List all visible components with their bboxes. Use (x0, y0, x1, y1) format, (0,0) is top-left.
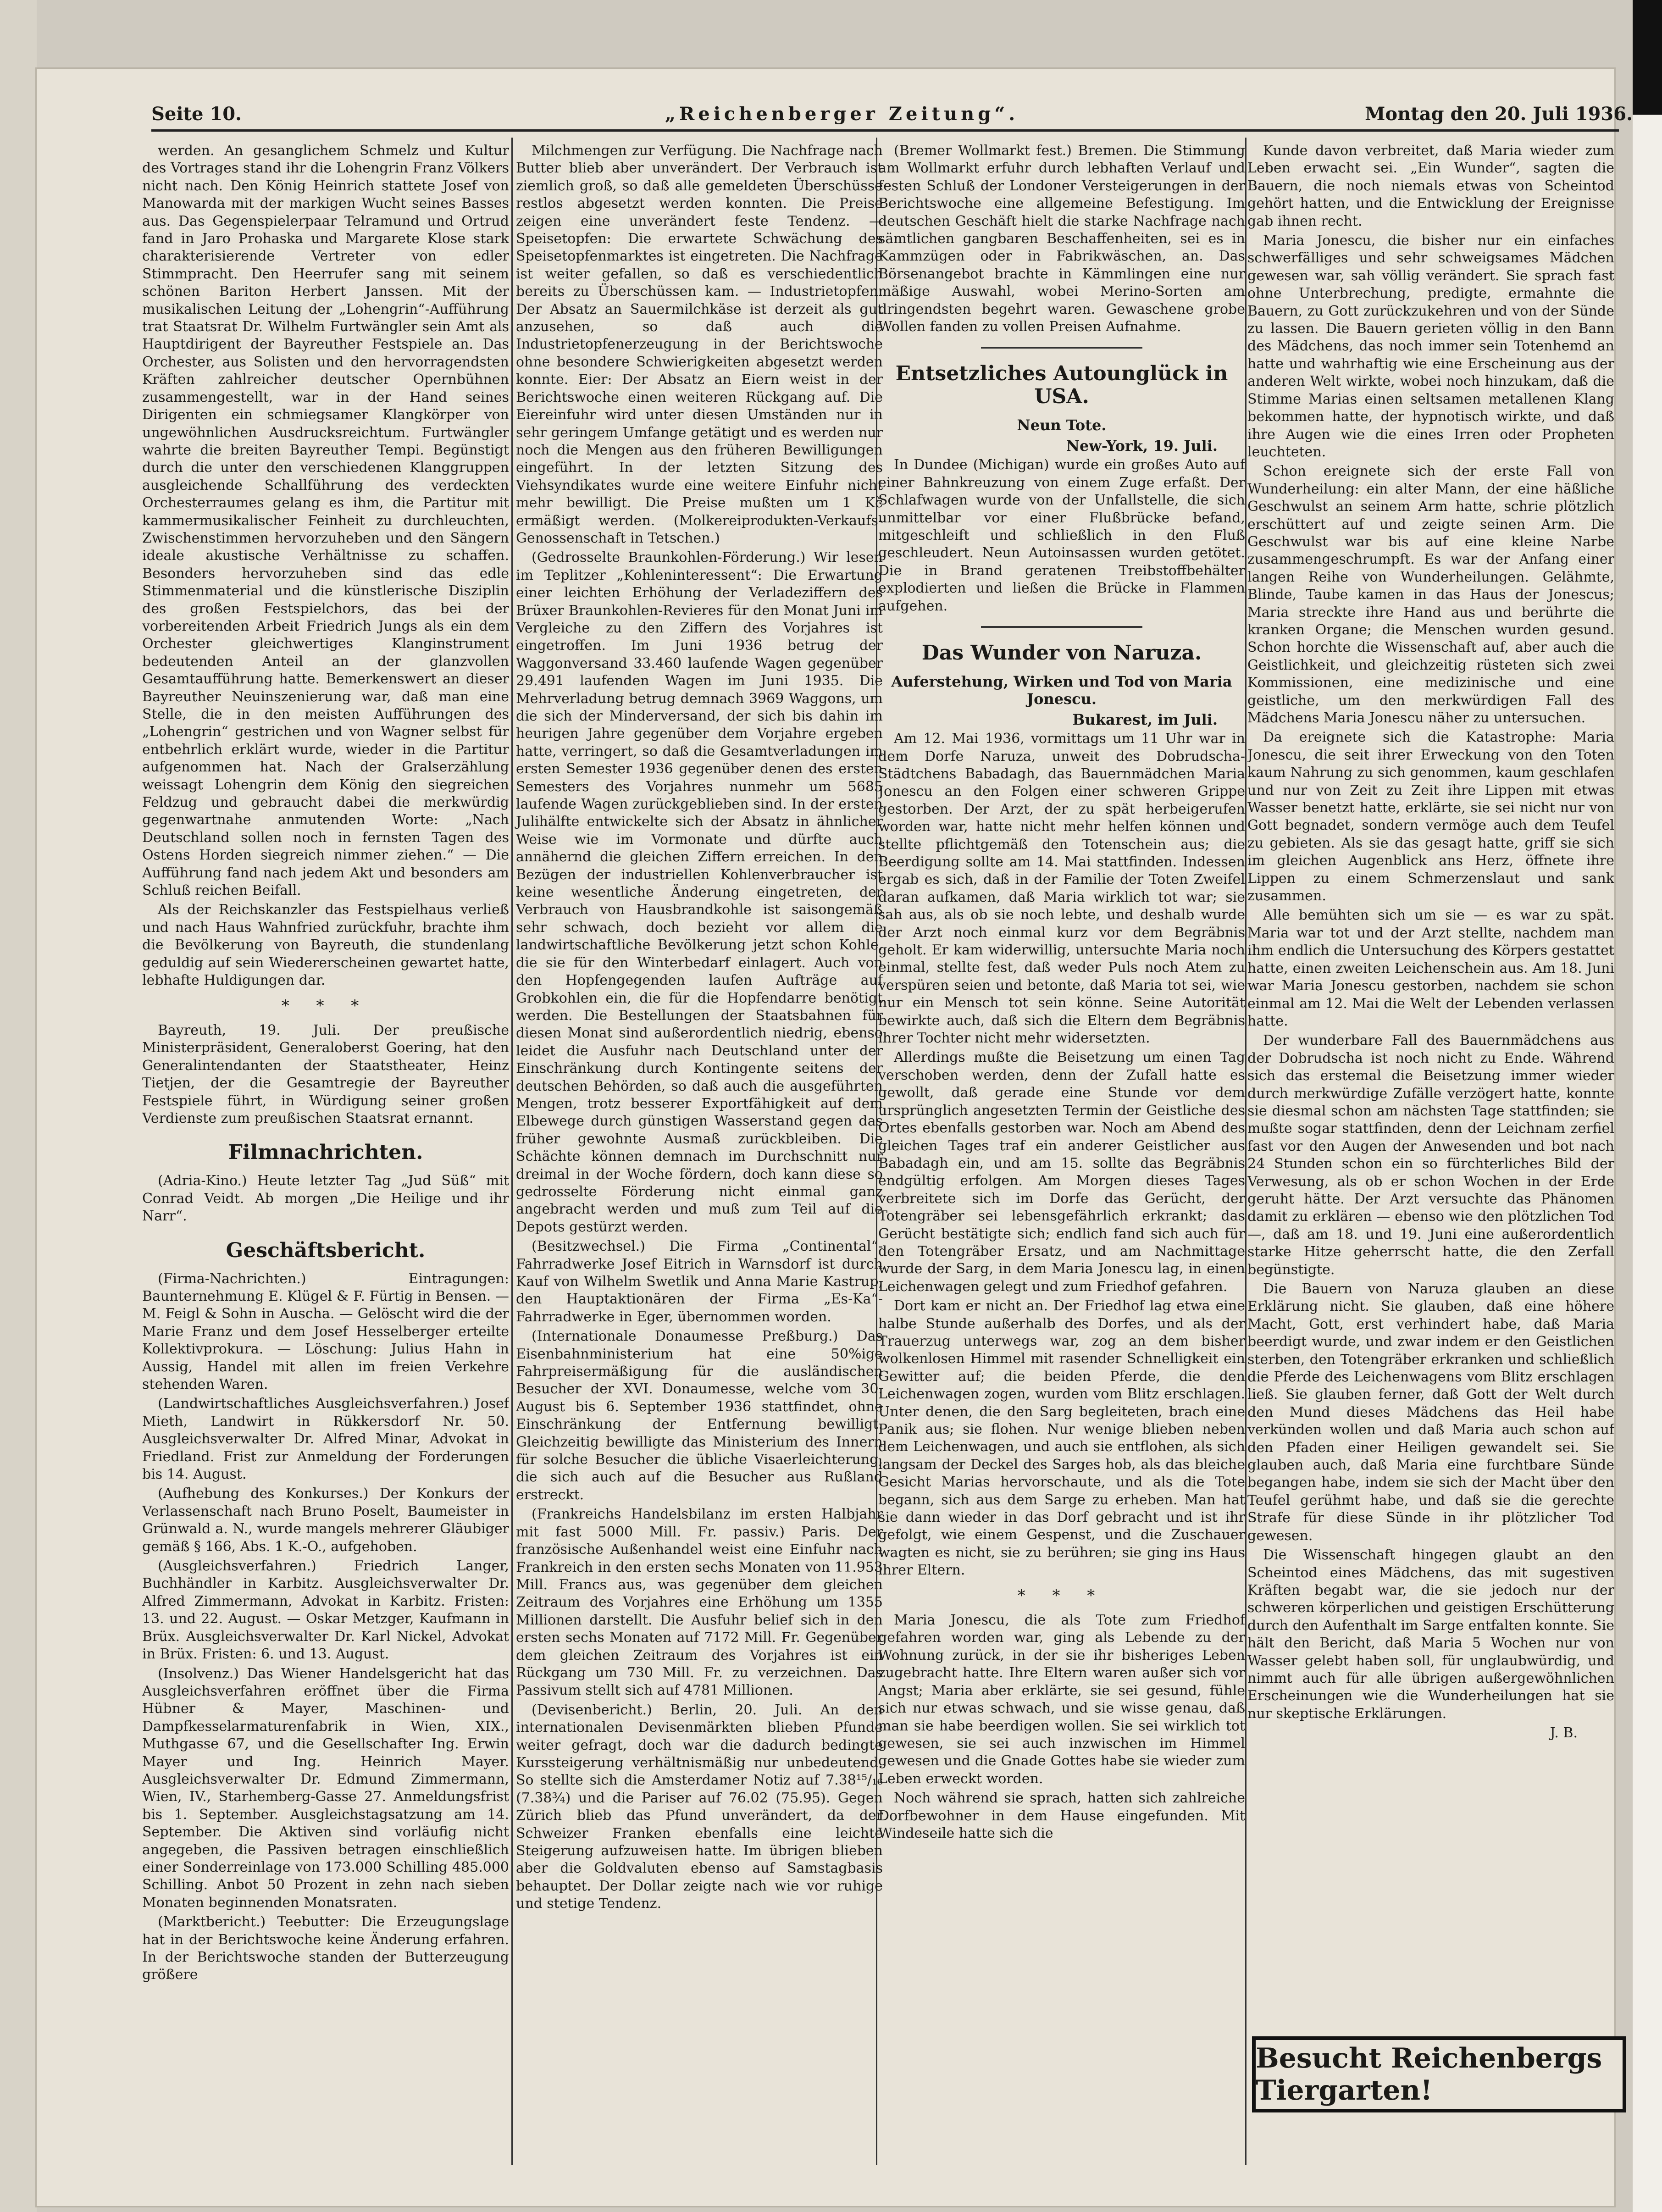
issue-date: Montag den 20. Juli 1936. (1365, 103, 1633, 125)
header-rule (151, 129, 1619, 132)
business-item: (Insolvenz.) Das Wiener Handelsgericht hat das Ausgleichsverfahren eröffnet über die Firma Hübner & Mayer, Maschinen- und Dampfkesselarmaturenfabrik in Wien, XIX., Muthgasse 67, und die Gesellschafter Ing. Erwin Mayer und Ing. Heinrich Mayer. Ausgleichsverwalter Dr. Edmund Zimmermann, Wien, IV., Starhemberg-Gasse 27. Anmeldungsfrist bis 1. September. Ausgleichstagsatzung am 14. September. Die Aktiven sind vorläufig nicht angegeben, die Passiven betragen einschließlich einer Sonderreinlage von 173.000 Schilling 485.000 Schilling. Anbot 50 Prozent in zehn nach sieben Monaten beginnenden Monatsraten. (142, 1665, 509, 1911)
business-item: (Gedrosselte Braunkohlen-Förderung.) Wir lesen im Teplitzer „Kohleninteressent“: Die Erwartung einer leichten Erhöhung der Verladeziffern des Brüxer Braunkohlen-Revieres für den Monat Juni im Vergleiche zu den Ziffern des Vorjahres ist eingetroffen. Im Juni 1936 betrug der Waggonversand 33.460 laufende Wagen gegenüber 29.491 laufenden Wagen im Juni 1935. Die Mehrverladung betrug demnach 3969 Waggons, um die sich der Minderversand, der sich bis dahin im heurigen Jahre gegenüber dem Vorjahre ergeben hatte, verringert, so daß die Gesamtverladungen im ersten Semester 1936 gegenüber denen des ersten Semesters des Vorjahres nunmehr um 5685 laufende Wagen zurückgeblieben sind. In der ersten Julihälfte entwickelte sich der Absatz in ähnlicher Weise wie im Vormonate und dürfte auch annähernd die gleichen Ziffern erreichen. In den Bezügen der industriellen Kohlenverbraucher ist keine wesentliche Änderung eingetreten, der Verbrauch von Hausbrandkohle ist saisongemäß sehr schwach, doch bezieht vor allem die landwirtschaftliche Bevölkerung jetzt schon Kohle, die sie für den Winterbedarf einlagert. Auch von den Hopfengegenden laufen Aufträge auf Grobkohlen ein, die für die Hopfendarre benötigt werden. Die Bestellungen der Staatsbahnen für diesen Monat sind außerordentlich niedrig, ebenso leidet die Ausfuhr nach Deutschland unter der Einschränkung durch Kontingente seitens der deutschen Behörden, so daß auch die ausgeführten Mengen, trotz besserer Exportfähigkeit auf dem Elbewege durch günstigen Wasserstand gegen das früher gewohnte Ausmaß zurückbleiben. Die Schächte können demnach im Durchschnitt nur dreimal in der Woche fördern, doch kann diese so gedrosselte Förderung nicht einmal ganz angebracht werden und muß zum Teil auf die Depots gestürzt werden. (516, 549, 883, 1235)
accident-subheading: Neun Tote. (1017, 416, 1107, 434)
article-paragraph: Die Bauern von Naruza glauben an diese Erklärung nicht. Sie glauben, daß eine höhere Macht, Gott, erst verhindert habe, daß Maria beerdigt wurde, und zwar indem er den Geistlichen sterben, den Totengräber erkranken und schließlich die Pferde des Leichenwagens vom Blitz erschlagen ließ. Sie glauben ferner, daß Gott der Welt durch den Mund dieses Mädchens das Heil habe verkünden wollen und daß Maria auch schon auf den Pfaden einer Heiligen gewandelt sei. Sie glauben auch, daß Maria eine furchtbare Sünde begangen habe, indem sie sich der Macht über den Teufel gerühmt habe, und daß sie die gerechte Strafe für diese Sünde in ihr plötzlicher Tod gewesen. (1247, 1281, 1614, 1544)
business-item: (Devisenbericht.) Berlin, 20. Juli. An den internationalen Devisenmärkten blieben Pfunde weiter gefragt, doch war die dadurch bedingte Kurssteigerung verhältnismäßig nur unbedeutend. So stellte sich die Amsterdamer Notiz auf 7.38¹⁵/₁₆ (7.38¾) und die Pariser auf 76.02 (75.95). Gegen Zürich blieb das Pfund unverändert, da der Schweizer Franken ebenfalls eine leichte Steigerung aufzuweisen hatte. Im übrigen blieben aber die Goldvaluten ebenso auf Samstagbasis behauptet. Der Dollar zeigte nach wie vor ruhige und stetige Tendenz. (516, 1702, 883, 1912)
miracle-dateline: Bukarest, im Juli. (1072, 710, 1218, 728)
column-4 (1247, 142, 1614, 2013)
column-1 (142, 142, 509, 2160)
article-paragraph: Kunde davon verbreitet, daß Maria wieder zum Leben erwacht sei. „Ein Wunder“, sagten die Bauern, die noch niemals etwas von Scheintod gehört hatten, und die Entwicklung der Ereignisse gab ihnen recht. (1247, 143, 1614, 229)
film-news-item: (Adria-Kino.) Heute letzter Tag „Jud Süß“ mit Conrad Veidt. Ab morgen „Die Heilige und ihr Narr“. (142, 1173, 509, 1225)
business-item: (Ausgleichsverfahren.) Friedrich Langer, Buchhändler in Karbitz. Ausgleichsverwalter Dr. Alfred Zimmermann, Advokat in Karbitz. Fristen: 13. und 22. August. — Oskar Metzger, Kaufmann in Brüx. Ausgleichsverwalter Dr. Karl Nickel, Advokat in Brüx. Fristen: 6. und 13. August. (142, 1558, 509, 1663)
article-paragraph: Dort kam er nicht an. Der Friedhof lag etwa eine halbe Stunde außerhalb des Dorfes, und als der Trauerzug unterwegs war, zog an dem bisher wolkenlosen Himmel mit rasender Schnelligkeit ein Gewitter auf; die beiden Pferde, die den Leichenwagen zogen, wurden vom Blitz erschlagen. Unter denen, die den Sarg begleiteten, brach eine Panik aus; sie flohen. Nur wenige blieben neben dem Leichenwagen, und auch sie entflohen, als sich langsam der Deckel des Sarges hob, als das bleiche Gesicht Marias hervorschaute, und als die Tote begann, sich aus dem Sarge zu erheben. Man hat sie dann wieder in das Dorf gebracht und ist ihr gefolgt, wie einem Gespenst, und die Zuschauer wagten es nicht, sie zu berühren; sie ging ins Haus ihrer Eltern. (878, 1298, 1245, 1579)
business-item: (Besitzwechsel.) Die Firma „Continental“-Fahrradwerke Josef Eitrich in Warnsdorf ist durch Kauf von Wilhelm Swetlik und Anna Marie Kastrup, den Hauptaktionären der Firma „Es-Ka“-Fahrradwerke in Eger, übernommen worden. (516, 1238, 883, 1325)
accident-headline: Entsetzliches Autounglück in USA. (895, 362, 1228, 409)
article-paragraph: Am 12. Mai 1936, vormittags um 11 Uhr war in dem Dorfe Naruza, unweit des Dobrudscha-Städtchens Babadagh, das Bauernmädchen Maria Jonescu an den Folgen einer schweren Grippe gestorben. Der Arzt, der zu spät herbeigerufen worden war, hatte nicht mehr helfen können und stellte pflichtgemäß den Totenschein aus; die Beerdigung sollte am 14. Mai stattfinden. Indessen ergab es sich, daß in der Familie der Toten Zweifel daran aufkamen, daß Maria wirklich tot war; sie sah aus, als ob sie noch lebte, und deshalb wurde der Arzt noch einmal kurz vor dem Begräbnis geholt. Er kam widerwillig, untersuchte Maria noch einmal, stellte fest, daß weder Puls noch Atem zu verspüren seien und betonte, daß Maria tot sei, wie nur ein Mensch tot sein könne. Seine Autorität bewirkte auch, daß sich die Eltern dem Begräbnis ihrer Tochter nicht mehr widersetzten. (878, 731, 1245, 1047)
business-item: (Marktbericht.) Teebutter: Die Erzeugungslage hat in der Berichtswoche keine Änderung erfahren. In der Berichtswoche standen der Butterzeugung größere (142, 1914, 509, 1983)
film-news-heading: Filmnachrichten. (228, 1141, 423, 1164)
section-stars: * * * (1017, 1586, 1106, 1605)
scan-dark-corner (1633, 0, 1662, 115)
column-rule-3 (1245, 138, 1246, 2165)
miracle-headline: Das Wunder von Naruza. (921, 641, 1202, 665)
accident-dateline: New-York, 19. Juli. (1066, 437, 1218, 455)
article-paragraph: Da ereignete sich die Katastrophe: Maria Jonescu, die seit ihrer Erweckung von den Toten kaum Nahrung zu sich genommen, kaum geschlafen und nur von Zeit zu Zeit ihre Lippen mit etwas Wasser benetzt hatte, erklärte, sie sei nicht nur von Gott begnadet, sondern vermöge auch dem Teufel zu gebieten. Als sie das gesagt hatte, griff sie sich im gleichen Augenblick ans Herz, öffnete ihre Lippen zu einem Schmerzenslaut und sank zusammen. (1247, 729, 1614, 904)
article-divider (981, 347, 1142, 349)
newspaper-title: „Reichenberger Zeitung“. (665, 103, 1019, 125)
article-paragraph: Alle bemühten sich um sie — es war zu spät. Maria war tot und der Arzt stellte, nachdem man ihm endlich die Untersuchung des Körpers gestattet hatte, einen zweiten Leichenschein aus. Am 18. Juni war Maria Jonescu gestorben, nachdem sie schon einmal am 12. Mai die Welt der Lebenden verlassen hatte. (1247, 907, 1614, 1029)
article-paragraph: Die Wissenschaft hingegen glaubt an den Scheintod eines Mädchens, das mit sugestiven Kräften begabt war, die sie jedoch nur der schweren körperlichen und geistigen Erschütterung durch den Aufenthalt im Sarge entfalten konnte. Sie hält den Bericht, daß Maria 5 Wochen nur von Wasser gelebt haben soll, für unglaubwürdig, und nimmt auch für alle übrigen außergewöhnlichen Erscheinungen wie die Wunderheilungen hat sie nur skeptische Erklärungen. (1247, 1547, 1614, 1722)
section-stars: * * * (281, 996, 370, 1015)
article-paragraph: Als der Reichskanzler das Festspielhaus verließ und nach Haus Wahnfried zurückfuhr, brachte ihm die Bevölkerung von Bayreuth, die stundenlang geduldig auf sein Wiedererscheinen gewartet hatte, lebhafte Huldigungen dar. (142, 902, 509, 989)
article-paragraph: Maria Jonescu, die als Tote zum Friedhof gefahren worden war, ging als Lebende zu der Wohnung zurück, in der sie ihr bisheriges Leben zugebracht hatte. Ihre Eltern waren außer sich vor Angst; Maria aber erklärte, sie sei gesund, fühle sich nur etwas schwach, und sie wisse genau, daß man sie habe beerdigen wollen. Sie sei wirklich tot gewesen, sie sei auch inzwischen im Himmel gewesen und die Gnade Gottes habe sie wieder zum Leben erweckt worden. (878, 1612, 1245, 1787)
article-paragraph: Allerdings mußte die Beisetzung um einen Tag verschoben werden, denn der Zufall hatte es gewollt, daß gerade eine Stunde vor dem ursprünglich angesetzten Termin der Geistliche des Ortes ebenfalls gestorben war. Noch am Abend des gleichen Tages traf ein anderer Geistlicher aus Babadagh ein, und am 15. sollte das Begräbnis endgültig erfolgen. Am Morgen dieses Tages verbreitete sich im Dorfe das Gerücht, der Totengräber sei lebensgefährlich erkrankt; das Gerücht bestätigte sich; endlich fand sich auch für den Totengräber Ersatz, und am Nachmittage wurde der Sarg, in dem Maria Jonescu lag, in einen Leichenwagen gelegt und zum Friedhof gefahren. (878, 1049, 1245, 1295)
business-item: (Firma-Nachrichten.) Eintragungen: Baunternehmung E. Klügel & F. Fürtig in Bensen. — M. Feigl & Sohn in Auscha. — Gelöscht wird die der Marie Franz und dem Josef Hesselberger erteilte Kollektivprokura. — Löschung: Julius Hahn in Aussig, Handel mit allen im freien Verkehre stehenden Waren. (142, 1270, 509, 1392)
miracle-subheading: Auferstehung, Wirken und Tod von Maria Jonescu. (891, 672, 1232, 708)
business-item: (Bremer Wollmarkt fest.) Bremen. Die Stimmung am Wollmarkt erfuhr durch lebhaften Verlauf und festen Schluß der Londoner Versteigerungen in der Berichtswoche eine allgemeine Befestigung. Im deutschen Geschäft hielt die starke Nachfrage nach sämtlichen gangbaren Beschaffenheiten, sei es in Kammzügen oder in Fabrikwäschen, an. Das Börsenangebot brachte in Kämmlingen eine nur mäßige Auswahl, wobei Merino-Sorten am dringendsten begehrt waren. Gewaschene grobe Wollen fanden zu vollen Preisen Aufnahme. (878, 143, 1245, 335)
zoo-advertisement: Besucht Reichenbergs Tiergarten! (1252, 2036, 1626, 2112)
page-number: Seite 10. (151, 103, 242, 125)
adjacent-page-strip (1633, 0, 1662, 2212)
business-item: (Aufhebung des Konkurses.) Der Konkurs der Verlassenschaft nach Bruno Poselt, Baumeister in Grünwald a. N., wurde mangels mehrerer Gläubiger gemäß § 166, Abs. 1 K.-O., aufgehoben. (142, 1486, 509, 1555)
article-paragraph: In Dundee (Michigan) wurde ein großes Auto auf einer Bahnkreuzung von einem Zuge erfaßt. Der Schlafwagen wurde von der Unfallstelle, die sich unmittelbar vor einer Flußbrücke befand, mitgeschleift und schließlich in den Fluß geschleudert. Neun Autoinsassen wurden getötet. Die in Brand geratenen Treibstoffbehälter explodierten und ließen die Brücke in Flammen aufgehen. (878, 457, 1245, 614)
article-paragraph: Der wunderbare Fall des Bauernmädchens aus der Dobrudscha ist noch nicht zu Ende. Während sich das erstemal die Beisetzung immer wieder durch merkwürdige Zufälle verzögert hatte, konnte sie diesmal schon am nächsten Tage stattfinden; sie mußte sogar stattfinden, denn der Leichnam zerfiel fast vor den Augen der Anwesenden und bot nach 24 Stunden schon ein so fürchterliches Bild der Verwesung, als ob er schon Wochen in der Erde geruht hätte. Der Arzt versuchte das Phänomen damit zu erklären — ebenso wie den plötzlichen Tod —, daß am 18. und 19. Juni eine außerordentlich starke Hitze geherrscht hatte, die den Zerfall begünstigte. (1247, 1032, 1614, 1278)
business-item: Milchmengen zur Verfügung. Die Nachfrage nach Butter blieb aber unverändert. Der Verbrauch ist ziemlich groß, so daß alle gemeldeten Überschüsse restlos abgesetzt werden konnten. Die Preise zeigen eine unverändert feste Tendenz. — Speisetopfen: Die erwartete Schwächung des Speisetopfenmarktes ist eingetreten. Die Nachfrage ist weiter gefallen, so daß es verschiedentlich bereits zu Überschüssen kam. — Industrietopfen: Der Absatz an Sauermilchkäse ist derzeit als gut anzusehen, so daß auch die Industrietopfenerzeugung in der Berichtswoche ohne besondere Schwierigkeiten abgesetzt werden konnte. Eier: Der Absatz an Eiern weist in der Berichtswoche einen weiteren Rückgang auf. Die Eiereinfuhr wird unter diesen Umständen nur in sehr geringem Umfange getätigt und es werden nur noch die Mengen aus den früheren Bewilligungen eingeführt. In der letzten Sitzung des Viehsyndikates wurde eine weitere Einfuhr nicht mehr bewilligt. Die Preise mußten um 1 Kč ermäßigt werden. (Molkereiprodukten-Verkaufs-Genossenschaft in Tetschen.) (516, 143, 883, 546)
article-divider (981, 626, 1142, 628)
business-report-heading: Geschäftsbericht. (226, 1238, 426, 1262)
article-paragraph: Schon ereignete sich der erste Fall von Wunderheilung: ein alter Mann, der eine häßliche Geschwulst an seinem Arm hatte, schrie plötzlich erschüttert auf und zeigte seinen Arm. Die Geschwulst war bis auf eine kleine Narbe zusammengeschrumpft. Es war der Anfang einer langen Reihe von Wunderheilungen. Gelähmte, Blinde, Taube kamen in das Haus der Jonescus; Maria streckte ihre Hand aus und berührte die kranken Organe; die Menschen wurden gesund. Schon horchte die Wissenschaft auf, aber auch die Geistlichkeit, und gleichzeitig rüsteten sich zwei Kommissionen, eine medizinische und eine geistliche, um den merkwürdigen Fall des Mädchens Maria Jonescu näher zu untersuchen. (1247, 463, 1614, 726)
article-paragraph: Noch während sie sprach, hatten sich zahlreiche Dorfbewohner in dem Hause eingefunden. Mit Windeseile hatte sich die (878, 1790, 1245, 1841)
scan-margin (0, 0, 37, 2212)
business-item: (Internationale Donaumesse Preßburg.) Das Eisenbahnministerium hat eine 50%ige Fahrpreisermäßigung für die ausländischen Besucher der XVI. Donaumesse, welche vom 30. August bis 6. September 1936 stattfindet, ohne Einschränkung der Entfernung bewilligt. Gleichzeitig bewilligte das Ministerium des Innern für solche Besucher die übliche Visaerleichterung, die sich auch auf die Besucher aus Rußland erstreckt. (516, 1328, 883, 1503)
author-signature: J. B. (1550, 1725, 1578, 1741)
article-paragraph: werden. An gesanglichem Schmelz und Kultur des Vortrages stand ihr die Lohengrin Franz Völkers nicht nach. Den König Heinrich stattete Josef von Manowarda mit der markigen Wucht seines Basses aus. Das Gegenspielerpaar Telramund und Ortrud fand in Jaro Prohaska und Margarete Klose stark charakterisierende Vertreter von edler Stimmpracht. Den Heerrufer sang mit seinem schönen Bariton Herbert Janssen. Mit der musikalischen Leitung der „Lohengrin“-Aufführung trat Staatsrat Dr. Wilhelm Furtwängler sein Amt als Hauptdirigent der Bayreuther Festspiele an. Das Orchester, aus Solisten und den hervorragendsten Kräften zahlreicher deutscher Opernbühnen zusammengestellt, war in der Hand seines Dirigenten ein schmiegsamer Klangkörper von ungewöhnlichen Ausdrucksreichtum. Furtwängler wahrte die breiten Bayreuther Tempi. Begünstigt durch die unter den verschiedenen Klanggruppen ausgleichende Schallführung des verdeckten Orchesterraumes gelang es ihm, die Partitur mit kammermusikalischer Feinheit zu durchleuchten, Zwischenstimmen hervorzuheben und den Sängern ideale akustische Verhältnisse zu schaffen. Besonders hervorzuheben sind das edle Stimmenmaterial und die künstlerische Disziplin des großen Festspielchors, das bei der vorbereitenden Arbeit Friedrich Jungs als ein dem Orchester gleichwertiges Klanginstrument bedeutenden Anteil an der glanzvollen Gesamtaufführung hatte. Bemerkenswert an dieser Bayreuther Neuinszenierung war, daß man eine Stelle, die in den meisten Aufführungen des „Lohengrin“ gestrichen und von Wagner selbst für entbehrlich erklärt wurde, wieder in die Partitur aufgenommen hat. Nach der Gralserzählung weissagt Lohengrin dem König den siegreichen Feldzug und gebraucht dabei die merkwürdig gegenwartnahe anmutenden Worte: „Nach Deutschland sollen noch in fernsten Tagen des Ostens Horden siegreich nimmer ziehen.“ — Die Aufführung fand nach jedem Akt und besonders am Schluß reichen Beifall. (142, 143, 509, 899)
business-item: (Landwirtschaftliches Ausgleichsverfahren.) Josef Mieth, Landwirt in Rükkersdorf Nr. 50. Ausgleichsverwalter Dr. Alfred Minar, Advokat in Friedland. Frist zur Anmeldung der Forderungen bis 14. August. (142, 1396, 509, 1483)
news-item: Bayreuth, 19. Juli. Der preußische Ministerpräsident, Generaloberst Goering, hat den Generalintendanten der Staatstheater, Heinz Tietjen, der die Gesamtregie der Bayreuther Festspiele führt, in Würdigung seiner großen Verdienste zum preußischen Staatsrat ernannt. (142, 1022, 509, 1126)
article-paragraph: Maria Jonescu, die bisher nur ein einfaches schwerfälliges und sehr schweigsames Mädchen gewesen war, sah völlig verändert. Sie sprach fast ohne Unterbrechung, predigte, ermahnte die Bauern, zu Gott zurückzukehren und von der Sünde zu lassen. Die Bauern gerieten völlig in den Bann des Mädchens, das noch immer sein Totenhemd an hatte und wahrhaftig wie eine Erscheinung aus der anderen Welt wirkte, wobei noch hinzukam, daß die Stimme Marias einen seltsamen metallenen Klang bekommen hatte, der hypnotisch wirkte, und daß ihre Augen wie die eines Irren oder Propheten leuchteten. (1247, 233, 1614, 460)
business-item: (Frankreichs Handelsbilanz im ersten Halbjahr mit fast 5000 Mill. Fr. passiv.) Paris. Der französische Außenhandel weist eine Einfuhr nach Frankreich in den ersten sechs Monaten von 11.953 Mill. Francs aus, was gegenüber dem gleichen Zeitraum des Vorjahres eine Erhöhung um 1355 Millionen darstellt. Die Ausfuhr belief sich in den ersten sechs Monaten auf 7172 Mill. Fr. Gegenüber dem gleichen Zeitraum des Vorjahres ist ein Rückgang um 730 Mill. Fr. zu verzeichnen. Das Passivum stellt sich auf 4781 Millionen. (516, 1506, 883, 1699)
column-2 (511, 142, 883, 2160)
column-3 (878, 142, 1245, 2160)
